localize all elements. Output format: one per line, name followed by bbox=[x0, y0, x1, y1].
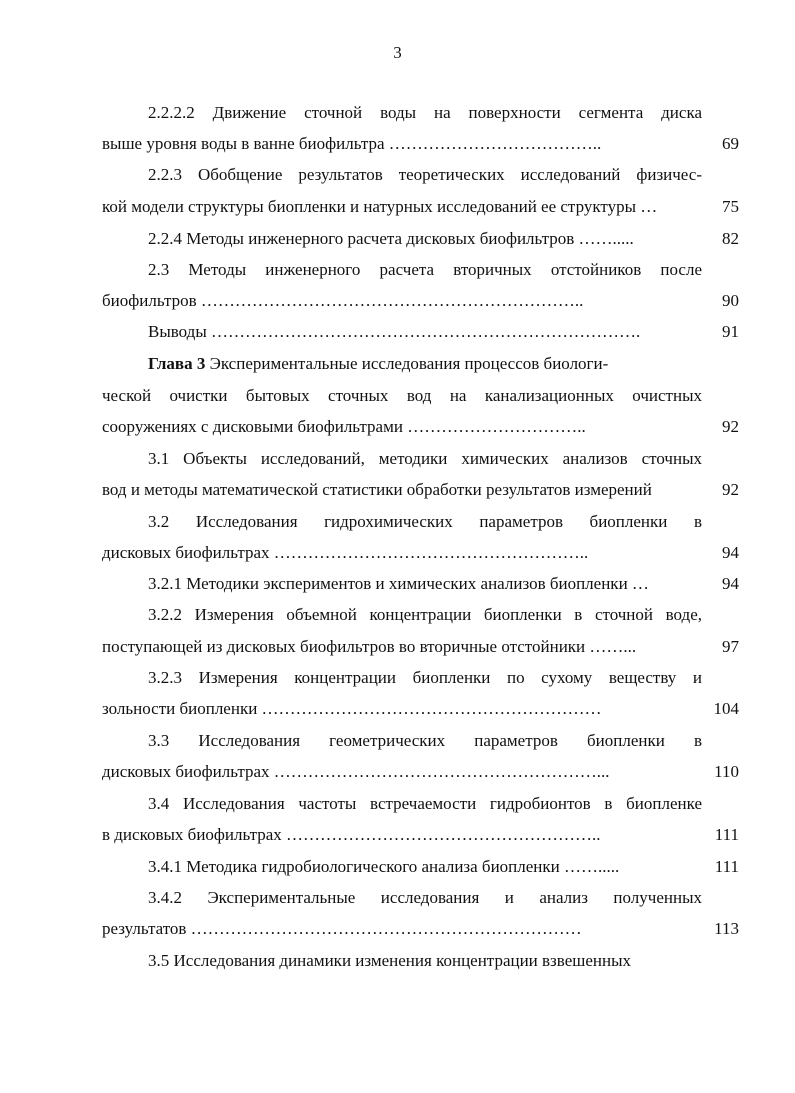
toc-page-number: 91 bbox=[722, 322, 739, 341]
toc-line: 3.2.1 Методики экспериментов и химических анализов биопленки … bbox=[148, 574, 649, 593]
toc-line: биофильтров ………………………………………………………….. bbox=[102, 291, 584, 310]
toc-line: 3.4 Исследования частоты встречаемости гидробионтов в биопленке bbox=[148, 794, 702, 813]
toc-page-number: 113 bbox=[714, 919, 739, 938]
toc-line: 2.3 Методы инженерного расчета вторичных отстойников после bbox=[148, 260, 702, 279]
toc-page-number: 82 bbox=[722, 229, 739, 248]
toc-page-number: 75 bbox=[722, 197, 739, 216]
toc-page-number: 69 bbox=[722, 134, 739, 153]
toc-chapter-line bbox=[148, 353, 702, 375]
page-number: 3 bbox=[393, 43, 402, 62]
toc-page-number: 111 bbox=[714, 857, 739, 876]
toc-line: 3.4.1 Методика гидробиологического анализа биопленки ……..... bbox=[148, 857, 620, 876]
toc-line: ческой очистки бытовых сточных вод на канализационных очистных bbox=[102, 386, 702, 405]
toc-page-number: 104 bbox=[713, 699, 739, 718]
toc-page-number: 97 bbox=[722, 637, 739, 656]
toc-line: 3.1 Объекты исследований, методики химических анализов сточных bbox=[148, 449, 702, 468]
toc-line: вод и методы математической статистики обработки результатов измерений bbox=[102, 480, 652, 499]
toc-line: зольности биопленки …………………………………………………… bbox=[102, 699, 602, 718]
toc-line: 3.4.2 Экспериментальные исследования и анализ полученных bbox=[148, 888, 702, 907]
toc-page-number: 94 bbox=[722, 574, 739, 593]
toc-line: 2.2.3 Обобщение результатов теоретических исследований физичес- bbox=[148, 165, 702, 184]
toc-line: Экспериментальные исследования процессов биологи- bbox=[205, 354, 609, 373]
toc-page-number: 92 bbox=[722, 480, 739, 499]
toc-line: дисковых биофильтрах ……………………………………………….. bbox=[102, 543, 589, 562]
toc-line: Выводы …………………………………………………………………. bbox=[148, 322, 641, 341]
toc-page-number: 92 bbox=[722, 417, 739, 436]
toc-page-number: 94 bbox=[722, 543, 739, 562]
toc-line: 3.5 Исследования динамики изменения концентрации взвешенных bbox=[148, 951, 631, 970]
toc-line: результатов …………………………………………………………… bbox=[102, 919, 582, 938]
toc-line: дисковых биофильтрах …………………………………………………... bbox=[102, 762, 610, 781]
toc-line: кой модели структуры биопленки и натурных исследований ее структуры … bbox=[102, 197, 658, 216]
toc-line: 3.2.2 Измерения объемной концентрации биопленки в сточной воде, bbox=[148, 605, 702, 624]
toc-line: сооружениях с дисковыми биофильтрами ………………………….. bbox=[102, 417, 586, 436]
chapter-label: Глава 3 bbox=[148, 354, 206, 373]
toc-page-number: 90 bbox=[722, 291, 739, 310]
toc-page-number: 111 bbox=[714, 825, 739, 844]
toc-line: 3.2 Исследования гидрохимических параметров биопленки в bbox=[148, 512, 702, 531]
toc-page-number: 110 bbox=[714, 762, 739, 781]
toc-line: 3.2.3 Измерения концентрации биопленки по сухому веществу и bbox=[148, 668, 702, 687]
toc-line: 3.3 Исследования геометрических параметров биопленки в bbox=[148, 731, 702, 750]
toc-line: в дисковых биофильтрах ……………………………………………….. bbox=[102, 825, 601, 844]
toc-line: 2.2.2.2 Движение сточной воды на поверхности сегмента диска bbox=[148, 103, 702, 122]
toc-line: поступающей из дисковых биофильтров во вторичные отстойники ……... bbox=[102, 637, 637, 656]
toc-line: выше уровня воды в ванне биофильтра ……………………………….. bbox=[102, 134, 602, 153]
toc-line: 2.2.4 Методы инженерного расчета дисковых биофильтров ……..... bbox=[148, 229, 634, 248]
